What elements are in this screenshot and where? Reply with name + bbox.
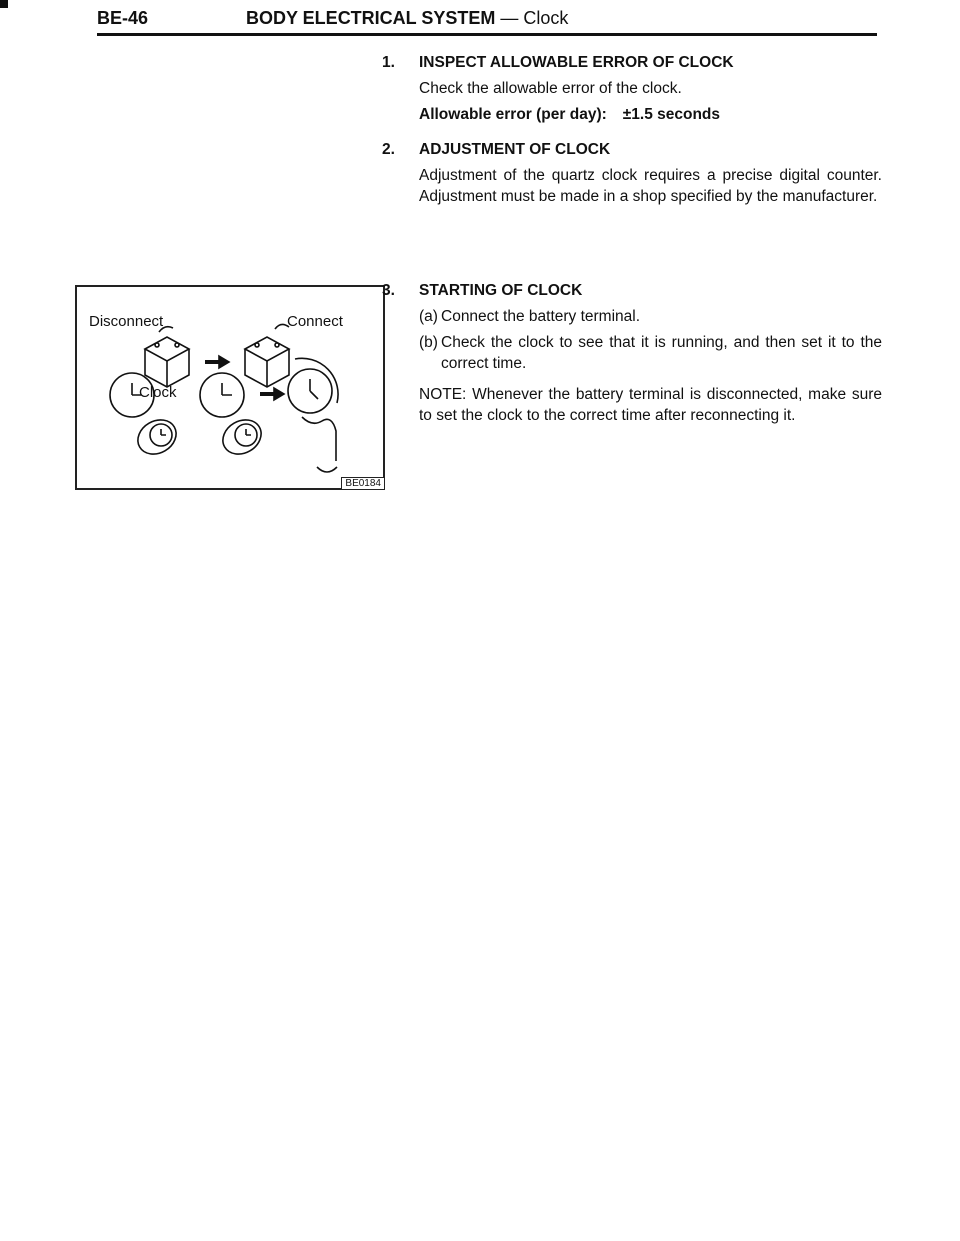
page-corner-mark — [0, 0, 8, 8]
section-name: BODY ELECTRICAL SYSTEM — [246, 8, 496, 28]
subsection-name: Clock — [523, 8, 569, 28]
step-text: Check the allowable error of the clock. — [419, 80, 682, 97]
connect-label: Connect — [287, 313, 343, 330]
note-text: NOTE: Whenever the battery terminal is disconnected, make sure to set the clock to the correct time after reconnecting it. — [419, 386, 882, 424]
arrowhead-icon — [219, 356, 229, 368]
page-header — [97, 8, 877, 34]
step-number: 3. — [382, 282, 395, 299]
clock-face-icon-3 — [288, 358, 338, 413]
clock-figure — [75, 285, 385, 490]
battery-icon-left — [145, 337, 189, 387]
clock-face-icon-2 — [200, 373, 244, 417]
wristwatch-icon-1 — [132, 413, 183, 461]
spec-value: ±1.5 seconds — [622, 106, 721, 123]
sub-item-text: Connect the battery terminal. — [441, 308, 641, 325]
header-rule — [97, 33, 877, 36]
disconnect-label: Disconnect — [89, 313, 164, 330]
hand-icon — [302, 417, 337, 472]
section-title — [246, 8, 568, 29]
step-text: Adjustment of the quartz clock requires a precise digital counter. Adjustment must be made in a shop specified by the manufacturer. — [419, 167, 882, 205]
step-heading: INSPECT ALLOWABLE ERROR OF CLOCK — [419, 54, 734, 71]
step-heading: STARTING OF CLOCK — [419, 282, 583, 299]
page-number: BE-46 — [97, 8, 149, 28]
title-separator: — — [495, 8, 524, 28]
step-number: 2. — [382, 141, 395, 158]
sub-item-label: (b) — [419, 334, 438, 351]
allowable-error-spec — [419, 104, 720, 125]
step-heading: ADJUSTMENT OF CLOCK — [419, 141, 611, 158]
wristwatch-icon-2 — [217, 413, 268, 461]
arrowhead-icon-2 — [274, 388, 284, 400]
sub-item-label: (a) — [419, 308, 438, 325]
clock-label: Clock — [139, 384, 177, 401]
sub-item-text: Check the clock to see that it is running, and then set it to the correct time. — [441, 334, 882, 372]
step-number: 1. — [382, 54, 395, 71]
figure-code: BE0184 — [341, 477, 385, 490]
battery-icon-right — [245, 337, 289, 387]
spec-label: Allowable error (per day): — [419, 106, 607, 123]
